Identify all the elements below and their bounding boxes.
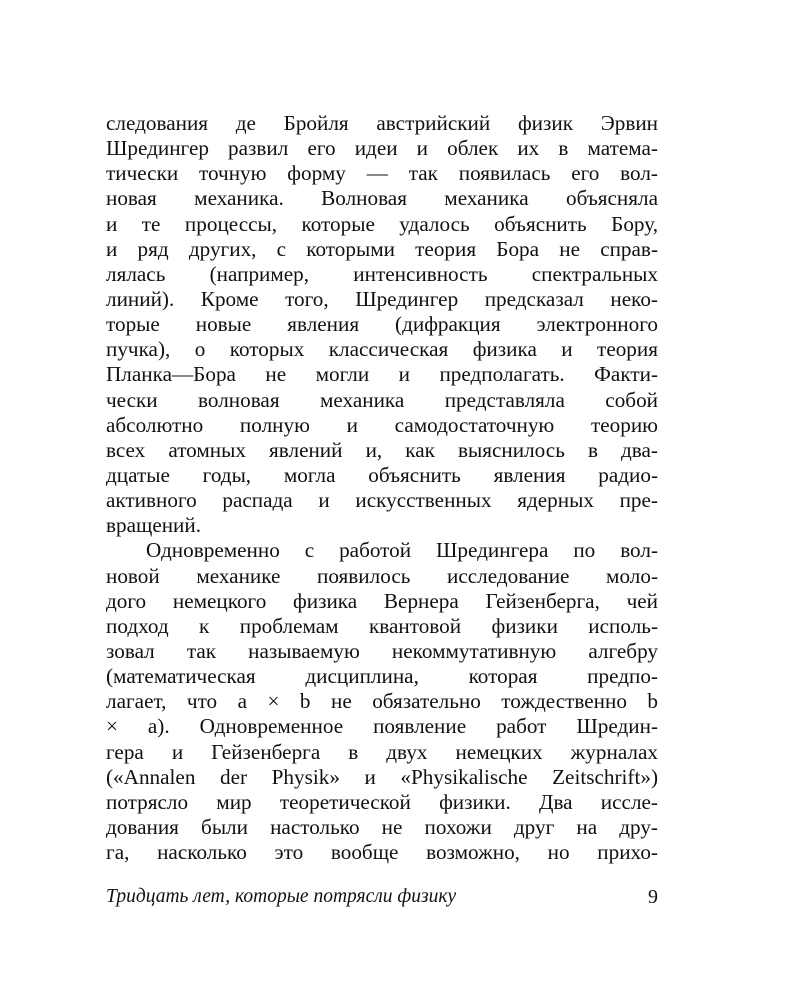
- text-line: подход к проблемам квантовой физики исполь-: [106, 613, 658, 638]
- text-line: и ряд других, с которыми теория Бора не справ-: [106, 236, 658, 261]
- text-line: га, насколько это вообще возможно, но прихо-: [106, 840, 658, 865]
- text-line: («Annalen der Physik» и «Physikalische Zeitschrift»): [106, 764, 658, 789]
- text-line: потрясло мир теоретической физики. Два иссле-: [106, 789, 658, 814]
- text-line: линий). Кроме того, Шредингер предсказал неко-: [106, 286, 658, 311]
- page-footer: [106, 884, 658, 910]
- text-line: дцатые годы, могла объяснить явления радио-: [106, 462, 658, 487]
- running-title: Тридцать лет, которые потрясли физику: [106, 886, 457, 907]
- page-body: [106, 111, 658, 865]
- text-line: лагает, что a × b не обязательно тождественно b: [106, 689, 658, 714]
- text-line: чески волновая механика представляла собой: [106, 387, 658, 412]
- text-line: дого немецкого физика Вернера Гейзенберга, чей: [106, 588, 658, 613]
- text-line: тически точную форму — так появилась его вол-: [106, 161, 658, 186]
- text-line: Шредингер развил его идеи и облек их в матема-: [106, 136, 658, 161]
- text-line: Планка—Бора не могли и предполагать. Факти-: [106, 362, 658, 387]
- text-line: всех атомных явлений и, как выяснилось в два-: [106, 437, 658, 462]
- text-line: новая механика. Волновая механика объясняла: [106, 186, 658, 211]
- text-line: и те процессы, которые удалось объяснить Бору,: [106, 211, 658, 236]
- text-line: (математическая дисциплина, которая предпо-: [106, 664, 658, 689]
- text-line: Одновременно с работой Шредингера по вол-: [146, 538, 658, 563]
- text-line: следования де Бройля австрийский физик Эрвин: [106, 111, 658, 135]
- paragraph-2: [106, 538, 658, 865]
- text-line: активного распада и искусственных ядерных пре-: [106, 488, 658, 513]
- text-line: абсолютно полную и самодостаточную теорию: [106, 412, 658, 437]
- text-line: × a). Одновременное появление работ Шредин-: [106, 714, 658, 739]
- text-line: новой механике появилось исследование моло-: [106, 563, 658, 588]
- text-line: пучка), о которых классическая физика и теория: [106, 337, 658, 362]
- text-line: лялась (например, интенсивность спектральных: [106, 261, 658, 286]
- page-number: 9: [648, 886, 658, 908]
- paragraph-1: [106, 111, 658, 538]
- text-line: гера и Гейзенберга в двух немецких журналах: [106, 739, 658, 764]
- text-line: вращений.: [106, 513, 202, 538]
- text-line: дования были настолько не похожи друг на дру-: [106, 814, 658, 839]
- text-line: торые новые явления (дифракция электронного: [106, 312, 658, 337]
- text-line: зовал так называемую некоммутативную алгебру: [106, 638, 658, 663]
